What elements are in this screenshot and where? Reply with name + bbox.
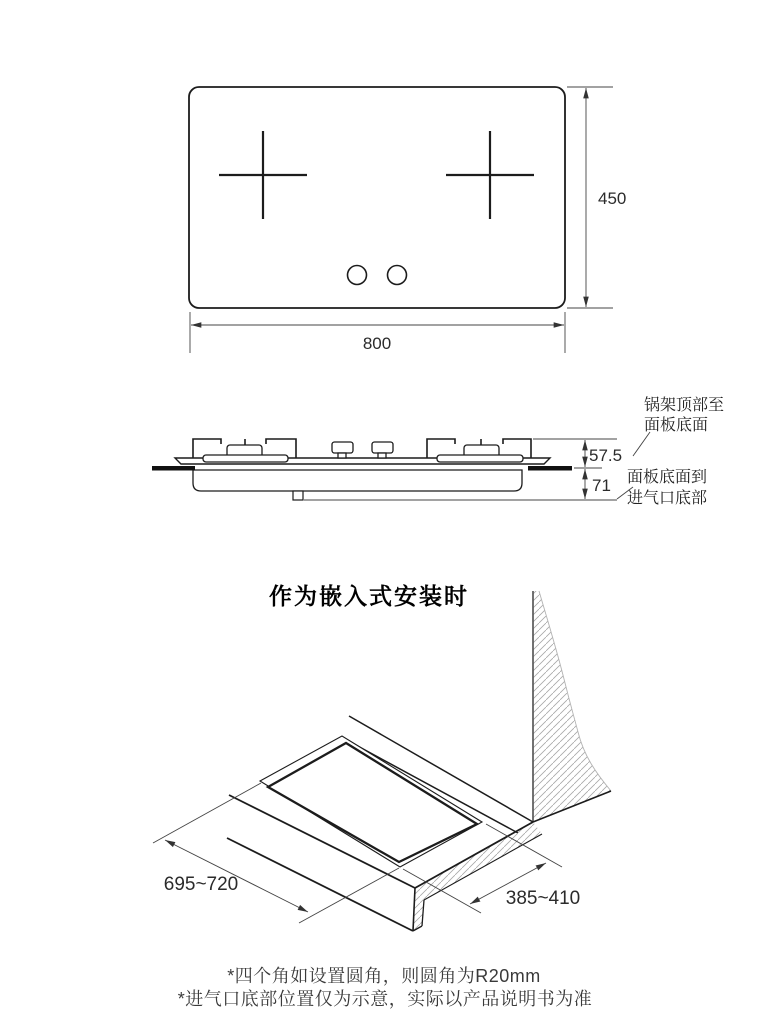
countertop-edge-left xyxy=(152,466,195,471)
cooktop-panel-outline xyxy=(189,87,565,308)
knob-profile-right xyxy=(372,442,393,458)
cutout-hole xyxy=(260,736,482,867)
footnotes xyxy=(178,966,593,1009)
control-knob-left xyxy=(348,266,367,285)
label-rack-to-panel-line1: 锅架顶部至 xyxy=(644,397,725,414)
label-panel-to-inlet-line1: 面板底面到 xyxy=(627,469,708,486)
dim-385-410-label: 385~410 xyxy=(505,888,581,909)
dimension-height-450 xyxy=(567,87,626,308)
burner-profile-right xyxy=(427,439,531,462)
dim-450-label: 450 xyxy=(598,189,627,208)
label-rack-to-panel-line2: 面板底面 xyxy=(644,417,709,434)
dimension-width-800 xyxy=(190,312,565,353)
side-callouts xyxy=(617,396,724,507)
wall-section xyxy=(533,591,611,822)
knob-profile-left xyxy=(332,442,353,458)
built-in-install-view xyxy=(153,583,611,931)
footnote-corner-radius: *四个角如设置圆角，则圆角为R20mm xyxy=(227,966,541,986)
dim-800-label: 800 xyxy=(362,334,392,353)
footnote-inlet-position: *进气口底部位置仅为示意，实际以产品说明书为准 xyxy=(177,989,593,1009)
dim-71-label: 71 xyxy=(592,476,611,495)
dim-57-label: 57.5 xyxy=(589,446,623,465)
countertop-edge-right xyxy=(528,466,572,471)
gas-inlet xyxy=(293,491,303,500)
top-view xyxy=(189,87,626,353)
side-view xyxy=(152,396,724,507)
install-view-title: 作为嵌入式安装时 xyxy=(269,583,469,609)
dim-695-720-label: 695~720 xyxy=(163,874,239,895)
burner-profile-left xyxy=(193,439,296,462)
cooktop-body-profile xyxy=(193,470,522,491)
label-panel-to-inlet-line2: 进气口底部 xyxy=(627,490,708,507)
control-knob-right xyxy=(388,266,407,285)
